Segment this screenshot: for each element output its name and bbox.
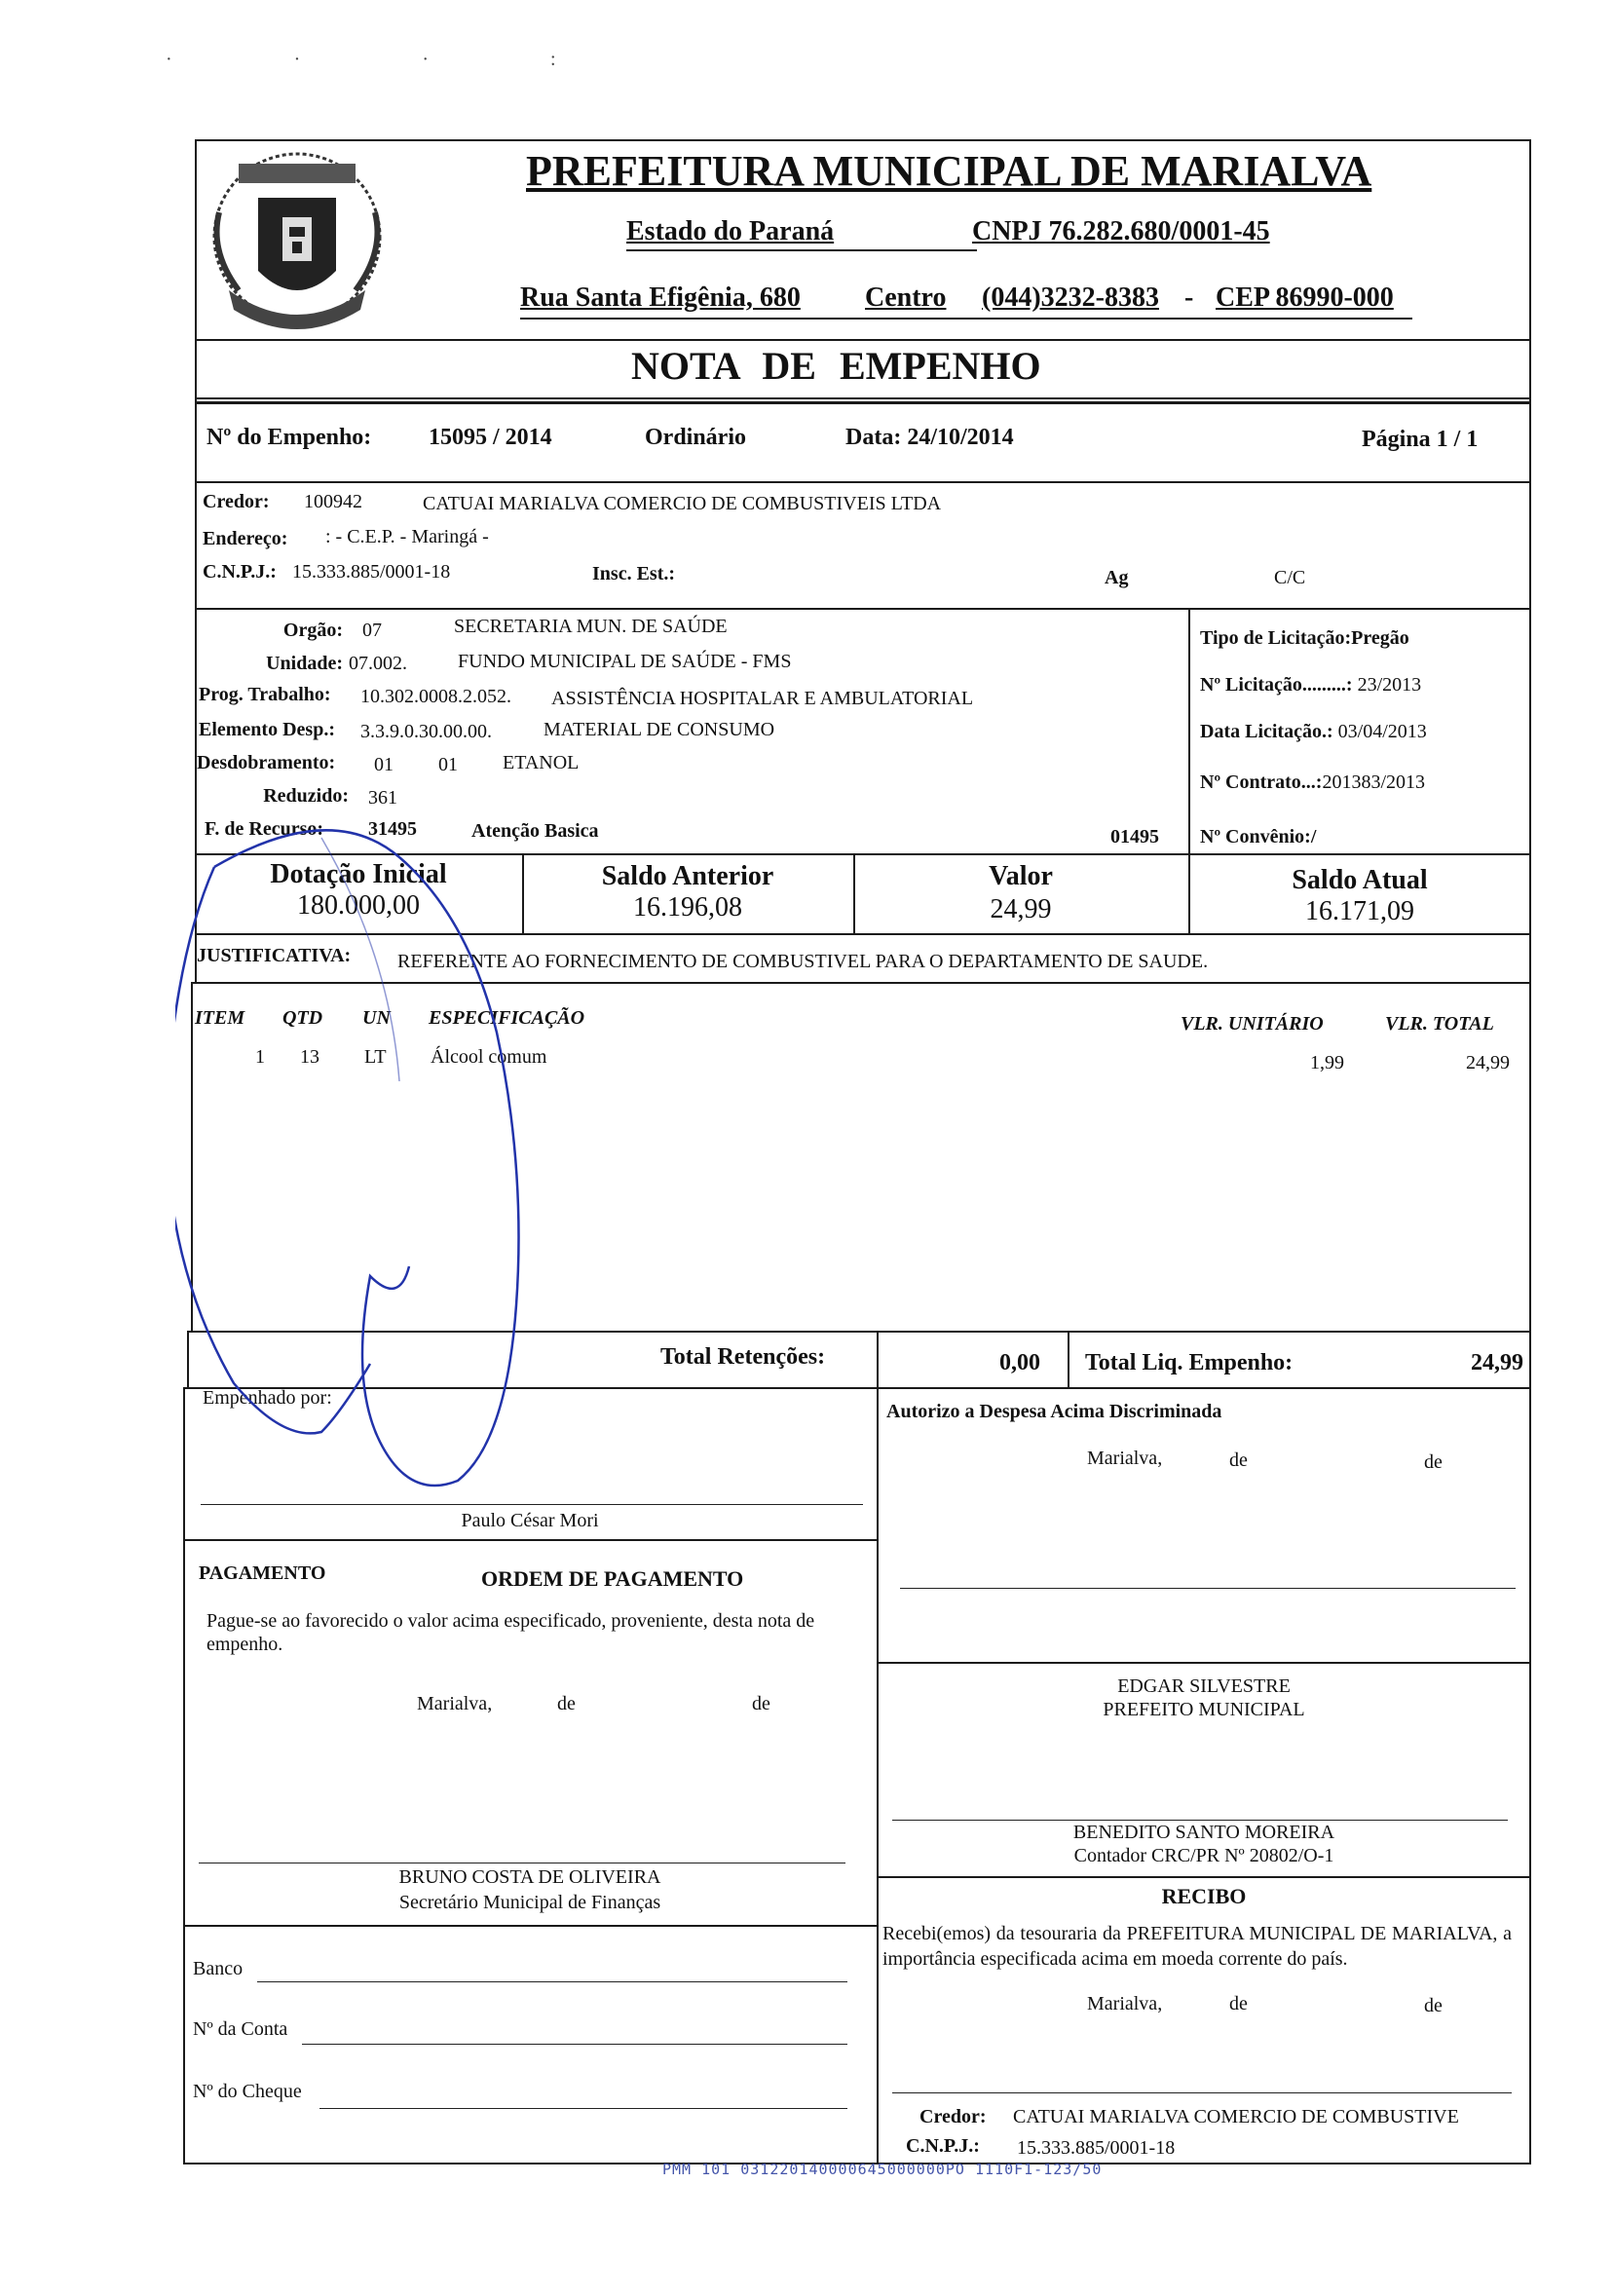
coat-of-arms-icon (200, 144, 394, 339)
aut-de-2: de (1424, 1451, 1443, 1473)
item-row-esp: Álcool comum (431, 1046, 547, 1068)
empenhado-name: Paulo César Mori (461, 1510, 599, 1531)
pag-de-1: de (557, 1693, 576, 1714)
recibo-sigline (892, 2092, 1512, 2093)
empenho-number: 15095 / 2014 (429, 425, 552, 450)
saldo-anterior-value: 16.196,08 (633, 892, 742, 922)
dotacao-divider (1188, 608, 1190, 855)
licitacao-numero-label: Nº Licitação.........: (1200, 674, 1353, 696)
liquido-value: 24,99 (1471, 1350, 1523, 1375)
liquido-label: Total Liq. Empenho: (1085, 1350, 1294, 1375)
desd-name: ETANOL (503, 752, 580, 773)
credor-code: 100942 (304, 491, 362, 512)
banco-line (257, 1981, 847, 1982)
contador-role: Contador CRC/PR Nº 20802/O-1 (1073, 1845, 1334, 1866)
recibo-divider (877, 1876, 1531, 1878)
rec-de-2: de (1424, 1995, 1443, 2016)
orgao-name: SECRETARIA MUN. DE SAÚDE (454, 616, 728, 637)
credor-name: CATUAI MARIALVA COMERCIO DE COMBUSTIVEIS LTDA (423, 493, 942, 514)
saldo-atual-value: 16.171,09 (1305, 896, 1414, 926)
conta-label: Nº da Conta (193, 2018, 288, 2040)
credor-address: : - C.E.P. - Maringá - (325, 526, 489, 547)
scan-marks: · · · : (166, 49, 615, 70)
dotacao-inicial-value: 180.000,00 (297, 890, 420, 921)
autorizo-label: Autorizo a Despesa Acima Discriminada (886, 1401, 1222, 1422)
totais-div-2 (1068, 1331, 1069, 1389)
elem-name: MATERIAL DE CONSUMO (544, 719, 775, 740)
dotacao-inicial-label: Dotação Inicial (270, 859, 447, 889)
items-header-vu: VLR. UNITÁRIO (1181, 1013, 1324, 1035)
header-address: Rua Santa Efigênia, 680 (520, 282, 801, 313)
item-row-un: LT (364, 1046, 387, 1068)
aut-marialva: Marialva, (1087, 1448, 1163, 1469)
fr-name: Atenção Basica (471, 820, 599, 842)
recibo-title: RECIBO (1161, 1884, 1247, 1908)
desd-code2: 01 (438, 754, 458, 775)
totais-div-1 (877, 1331, 879, 1389)
desd-label: Desdobramento: (197, 752, 336, 773)
credor-address-label: Endereço: (203, 528, 288, 549)
retencoes-label: Total Retenções: (660, 1344, 826, 1370)
recibo-credor-label: Credor: (919, 2106, 987, 2127)
recibo-cnpj-label: C.N.P.J.: (906, 2135, 980, 2157)
cheque-label: Nº do Cheque (193, 2081, 302, 2102)
conta-line (302, 2044, 847, 2045)
pagamento-text: Pague-se ao favorecido o valor acima especificado, proveniente, desta nota de empenho. (206, 1610, 815, 1655)
prog-code: 10.302.0008.2.052. (360, 686, 511, 707)
licitacao-data: 03/04/2013 (1337, 721, 1427, 742)
aut-de-1: de (1229, 1449, 1248, 1471)
unidade-label: Unidade: (266, 653, 343, 674)
contador-name: BENEDITO SANTO MOREIRA (1072, 1822, 1335, 1843)
justificativa-text: REFERENTE AO FORNECIMENTO DE COMBUSTIVEL PARA O DEPARTAMENTO DE SAUDE. (397, 951, 1209, 972)
desd-code1: 01 (374, 754, 394, 775)
header-cep: CEP 86990-000 (1216, 282, 1394, 313)
pagamento-divider (183, 1925, 877, 1927)
fr-code2: 01495 (1110, 826, 1159, 847)
header-title: PREFEITURA MUNICIPAL DE MARIALVA (526, 147, 1372, 195)
ordem-pagamento-label: ORDEM DE PAGAMENTO (481, 1566, 744, 1591)
items-header-qtd: QTD (282, 1007, 323, 1029)
rec-de-1: de (1229, 1993, 1248, 2014)
credor-insc-label: Insc. Est.: (592, 563, 676, 584)
valor-value: 24,99 (990, 894, 1052, 924)
recibo-cnpj: 15.333.885/0001-18 (1017, 2137, 1176, 2159)
empenho-page: Página 1 / 1 (1362, 427, 1479, 452)
empenho-type: Ordinário (645, 425, 747, 450)
elem-label: Elemento Desp.: (199, 719, 335, 740)
signatures-divider (877, 1387, 879, 2164)
doc-title-divider (195, 397, 1531, 399)
doc-title: NOTA DE EMPENHO (631, 344, 1041, 388)
licitacao-convenio: Nº Convênio:/ (1200, 826, 1317, 847)
header-dash: - (1184, 282, 1194, 313)
items-header-esp: ESPECIFICAÇÃO (429, 1007, 585, 1029)
contador-sigline (892, 1820, 1508, 1821)
credor-cnpj: 15.333.885/0001-18 (292, 561, 451, 583)
item-row-vu: 1,99 (1310, 1052, 1344, 1073)
header-cnpj: CNPJ 76.282.680/0001-45 (972, 216, 1270, 246)
item-row-qtd: 13 (300, 1046, 319, 1068)
header-state: Estado do Paraná (626, 216, 835, 246)
saldo-anterior-label: Saldo Anterior (601, 861, 774, 891)
orgao-code: 07 (362, 620, 382, 641)
items-header-un: UN (362, 1007, 391, 1029)
address-underline (520, 318, 1412, 320)
reduzido-label: Reduzido: (263, 785, 349, 807)
item-row-vt: 24,99 (1466, 1052, 1510, 1073)
secretario-name: BRUNO COSTA DE OLIVEIRA (398, 1866, 661, 1888)
autorizo-sigline (900, 1588, 1516, 1589)
autorizo-divider (877, 1662, 1531, 1664)
fr-label: F. de Recurso: (205, 818, 324, 840)
recibo-text: Recebi(emos) da tesouraria da PREFEITURA MUNICIPAL DE MARIALVA, a importância especificada acima em moeda corrente do país. (882, 1923, 1512, 1970)
licitacao-data-label: Data Licitação.: (1200, 721, 1333, 742)
empenho-date: Data: 24/10/2014 (845, 425, 1014, 450)
prefeito-name: EDGAR SILVESTRE (1117, 1675, 1291, 1697)
licitacao-contrato-label: Nº Contrato...: (1200, 772, 1323, 793)
item-row-item: 1 (255, 1046, 265, 1068)
secretario-role: Secretário Municipal de Finanças (398, 1892, 661, 1913)
credor-label: Credor: (203, 491, 270, 512)
retencoes-value: 0,00 (999, 1350, 1040, 1375)
credor-cc-label: C/C (1274, 567, 1306, 588)
items-header-item: ITEM (195, 1007, 245, 1029)
reduzido-code: 361 (368, 787, 397, 809)
licitacao-contrato: 201383/2013 (1322, 772, 1426, 793)
recibo-credor-name: CATUAI MARIALVA COMERCIO DE COMBUSTIVE (1013, 2106, 1459, 2127)
saldo-atual-label: Saldo Atual (1292, 865, 1428, 895)
valor-label: Valor (989, 861, 1053, 891)
banco-label: Banco (193, 1958, 244, 1979)
empenho-label: Nº do Empenho: (206, 425, 372, 450)
pen-signature (175, 760, 721, 1520)
prog-label: Prog. Trabalho: (199, 684, 331, 705)
empenhado-label: Empenhado por: (203, 1387, 332, 1409)
licitacao-tipo: Tipo de Licitação:Pregão (1200, 627, 1409, 649)
pagamento-label: PAGAMENTO (199, 1562, 326, 1584)
header-divider (195, 339, 1531, 341)
licitacao-numero: 23/2013 (1357, 674, 1422, 696)
credor-cnpj-label: C.N.P.J.: (203, 561, 277, 583)
unidade-code: 07.002. (349, 653, 407, 674)
prefeito-role: PREFEITO MUNICIPAL (1103, 1699, 1305, 1720)
items-header-vt: VLR. TOTAL (1385, 1013, 1494, 1035)
header-district: Centro (865, 282, 947, 313)
empenhado-divider (183, 1539, 877, 1541)
cheque-line (319, 2108, 847, 2109)
credor-ag-label: Ag (1105, 567, 1129, 588)
orgao-label: Orgão: (282, 620, 343, 641)
rec-marialva: Marialva, (1087, 1993, 1163, 2014)
pag-de-2: de (752, 1693, 770, 1714)
prog-name: ASSISTÊNCIA HOSPITALAR E AMBULATORIAL (551, 688, 974, 709)
unidade-name: FUNDO MUNICIPAL DE SAÚDE - FMS (458, 651, 792, 672)
elem-code: 3.3.9.0.30.00.00. (360, 721, 492, 742)
fr-code: 31495 (368, 818, 417, 840)
state-underline (626, 249, 977, 251)
footer-stamp: PMM 101 031220140000645000000PO 1110F1-123/50 (662, 2161, 1103, 2178)
pag-marialva: Marialva, (417, 1693, 493, 1714)
header-phone: (044)3232-8383 (982, 282, 1159, 313)
justificativa-label: JUSTIFICATIVA: (197, 945, 352, 966)
